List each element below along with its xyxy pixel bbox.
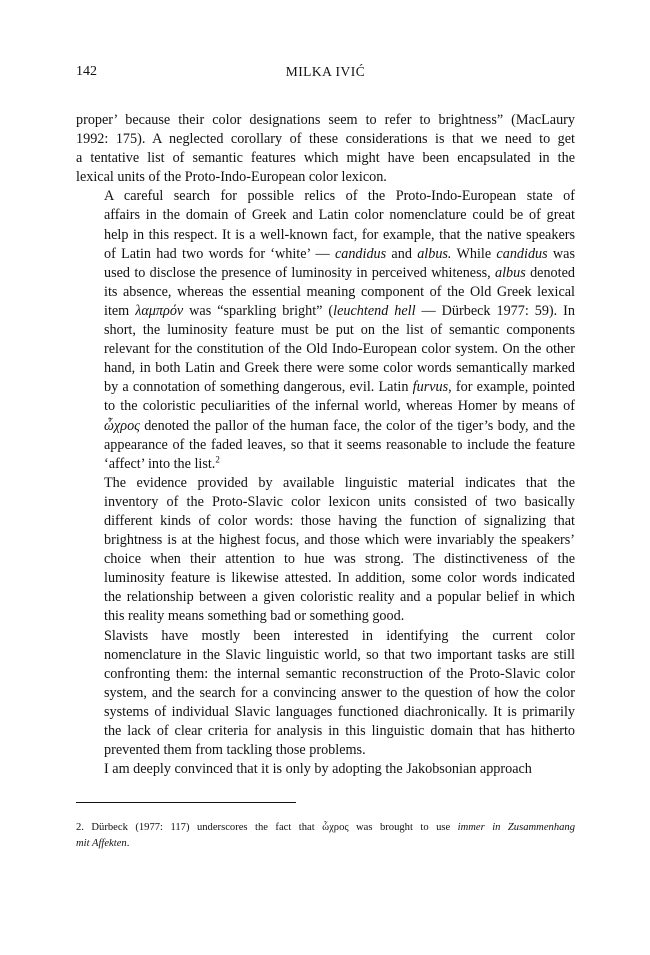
text-line: inventory of the Proto-Slavic color lexicon units consisted of two basically [104, 493, 575, 510]
text-line: nomenclature in the Slavic linguistic world, so that two important tasks are still [104, 646, 575, 663]
text-line: ὦχρος denoted the pallor of the human face, the color of the tiger’s body, and the [104, 417, 575, 434]
text-line: luminosity feature is likewise attested. In addition, some color words indicated [104, 570, 575, 587]
text-line: prevented them from tackling those problems. [104, 742, 366, 759]
text-line: ‘affect’ into the list.$^2$ [104, 453, 220, 472]
text-line: relevant for the constitution of the Old Indo-European color system. On the other [104, 341, 575, 358]
paragraph [76, 474, 575, 627]
text-line: systems of individual Slavic languages functioned diachronically. It is primarily [104, 703, 575, 720]
italic-text: leuchtend hell [333, 302, 416, 319]
text-line: short, the luminosity feature must be put on the list of semantic components [104, 322, 575, 339]
page-header [76, 64, 575, 84]
paragraph [76, 111, 575, 187]
italic-text: candidus [496, 245, 548, 262]
text-line: different kinds of color words: those having the function of signalizing that [104, 512, 575, 529]
text-line: help in this respect. It is a well-known fact, for example, that the native speakers [104, 226, 575, 243]
italic-text: albus [495, 264, 526, 281]
text-line: item λαμπρόν was “sparkling bright” (leuchtend hell — Dürbeck 1977: 59). In [104, 302, 575, 319]
text-line: I am deeply convinced that it is only by adopting the Jakobsonian approach [104, 761, 532, 778]
footnote-marker[interactable]: 2 [215, 453, 220, 464]
text-line: confronting them: the internal semantic reconstruction of the Proto-Slavic color [104, 665, 575, 682]
text-line: of Latin had two words for ‘white’ — candidus and albus. While candidus was [104, 245, 575, 262]
paragraph [76, 760, 575, 779]
page-number: 142 [76, 64, 97, 79]
text-line: proper’ because their color designations seem to refer to brightness” (MacLaury [76, 112, 575, 128]
text-line: choice when their attention to hue was strong. The distinctiveness of the [104, 551, 575, 568]
text-line: the relationship between a given coloristic reality and a popular belief in which [104, 589, 575, 606]
text-line: by a connotation of something dangerous, evil. Latin furvus, for example, pointed [104, 379, 576, 396]
paragraph [76, 627, 575, 761]
text-line: mit Affekten. [76, 838, 130, 849]
body-text [76, 111, 575, 779]
text-line: Slavists have mostly been interested in identifying the current color [104, 627, 575, 644]
text-line: A careful search for possible relics of the Proto-Indo-European state of [104, 188, 575, 205]
italic-text: ὦχρος [104, 417, 140, 434]
text-line: to the coloristic peculiarities of the infernal world, whereas Homer by means of [104, 398, 575, 415]
text-line: its absence, whereas the essential meaning component of the Old Greek lexical [104, 283, 575, 300]
text-line: the lack of clear criteria for analysis in this linguistic domain that has hitherto [104, 723, 575, 739]
text-line: used to disclose the presence of luminosity in perceived whiteness, albus denoted [104, 264, 575, 281]
italic-text: λαμπρόν [135, 302, 184, 319]
text-line: system, and the search for a convincing answer to the question of how the color [104, 684, 575, 701]
text-line: 1992: 175). A neglected corollary of these considerations is that we need to get [76, 131, 575, 148]
italic-text: furvus [412, 379, 449, 396]
italic-text: mit Affekten [76, 838, 127, 849]
text-line: 2. Dürbeck (1977: 117) underscores the fact that ὦχρος was brought to use immer in Zusammenhang [76, 822, 576, 833]
italic-text: albus. [417, 245, 452, 262]
text-line: brightness is at the highest focus, and those which were invariably the speakers’ [104, 532, 575, 549]
text-line: a tentative list of semantic features which might have been encapsulated in the [76, 150, 575, 167]
running-head: MILKA IVIĆ [285, 64, 366, 79]
text-line: this reality means something bad or something good. [104, 608, 405, 625]
text-line: hand, in both Latin and Greek there were some color words semantically marked [104, 360, 575, 377]
paragraph [76, 187, 575, 473]
text-line: The evidence provided by available linguistic material indicates that the [104, 474, 575, 491]
footnote-rule [76, 802, 296, 803]
text-line: appearance of the faded leaves, so that it seems reasonable to include the feature [104, 436, 575, 453]
italic-text: candidus [334, 245, 387, 262]
footnote [76, 820, 575, 852]
text-line: affairs in the domain of Greek and Latin color nomenclature could be of great [104, 207, 575, 224]
italic-text: immer in Zusammenhang [457, 822, 576, 833]
text-line: lexical units of the Proto-Indo-European color lexicon. [76, 169, 387, 186]
